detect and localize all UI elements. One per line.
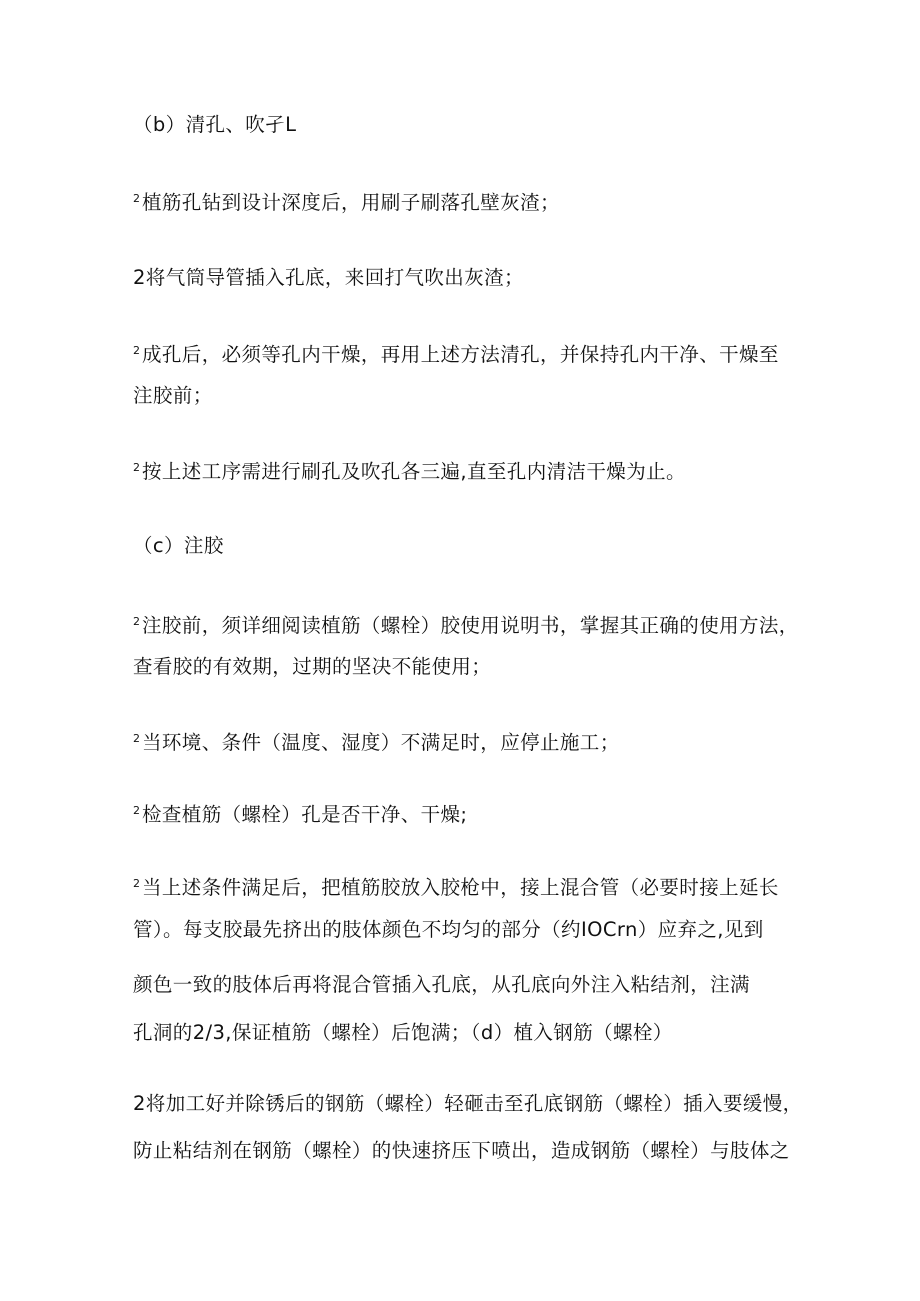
paragraph-line — [133, 1092, 803, 1116]
paragraph-line — [133, 973, 750, 997]
paragraph-text: 当环境、条件（温度、湿度）不满足时，应停止施工； — [142, 731, 620, 754]
paragraph-line — [133, 339, 779, 367]
paragraph-text: 成孔后，必须等孔内干燥，再用上述方法清孔，并保持孔内干净、干燥至 — [142, 343, 779, 366]
section-c-heading — [133, 534, 224, 558]
paragraph-text: 2将气筒导管插入孔底，来回打气吹出灰渣； — [133, 266, 524, 289]
bullet-marker: 2 — [133, 192, 140, 205]
paragraph-text: 查看胶的有效期，过期的坚决不能使用； — [133, 655, 492, 678]
paragraph-line — [133, 187, 560, 215]
paragraph-text: 防止粘结剂在钢筋（螺栓）的快速挤压下喷出，造成钢筋（螺栓）与肢体之 — [133, 1139, 790, 1162]
section-b-heading — [133, 113, 296, 137]
paragraph-text: 当上述条件满足后，把植筋胶放入胶枪中，接上混合管（必要时接上延长 — [142, 876, 779, 899]
bullet-marker: 2 — [133, 461, 140, 474]
paragraph-line — [133, 799, 467, 827]
paragraph-text: 管）。每支胶最先挤出的肢体颜色不均匀的部分（约IOCrn）应弃之,见到 — [133, 918, 764, 941]
paragraph-text: 按上述工序需进行刷孔及吹孔各三遍,直至孔内清洁干燥为止。 — [142, 460, 686, 483]
paragraph-text: 检查植筋（螺栓）孔是否干净、干燥; — [142, 803, 468, 826]
paragraph-text: 2将加工好并除锈后的钢筋（螺栓）轻砸击至孔底钢筋（螺栓）插入要缓慢， — [133, 1092, 803, 1115]
paragraph-line — [133, 266, 524, 290]
section-c-heading-text: （c）注胶 — [133, 534, 224, 557]
paragraph-text: 孔洞的2/3,保证植筋（螺栓）后饱满；（d）植入钢筋（螺栓） — [133, 1021, 673, 1044]
bullet-marker: 2 — [133, 344, 140, 357]
paragraph-line — [133, 1021, 673, 1045]
section-b-heading-text: （b）清孔、吹孑L — [133, 113, 297, 136]
paragraph-line — [133, 456, 686, 484]
paragraph-line — [133, 655, 491, 679]
paragraph-line — [133, 727, 620, 755]
paragraph-text: 注胶前； — [133, 384, 213, 407]
paragraph-line — [133, 1139, 790, 1163]
paragraph-line — [133, 872, 779, 900]
bullet-marker: 2 — [133, 732, 140, 745]
bullet-marker: 2 — [133, 615, 140, 628]
bullet-marker: 2 — [133, 877, 140, 890]
paragraph-line — [133, 384, 213, 408]
paragraph-text: 注胶前，须详细阅读植筋（螺栓）胶使用说明书，掌握其正确的使用方法， — [142, 614, 799, 637]
paragraph-line — [133, 918, 764, 942]
paragraph-text: 颜色一致的肢体后再将混合管插入孔底，从孔底向外注入粘结剂，注满 — [133, 973, 750, 996]
bullet-marker: 2 — [133, 804, 140, 817]
paragraph-text: 植筋孔钻到设计深度后，用刷子刷落孔壁灰渣； — [142, 191, 560, 214]
paragraph-line — [133, 610, 799, 638]
